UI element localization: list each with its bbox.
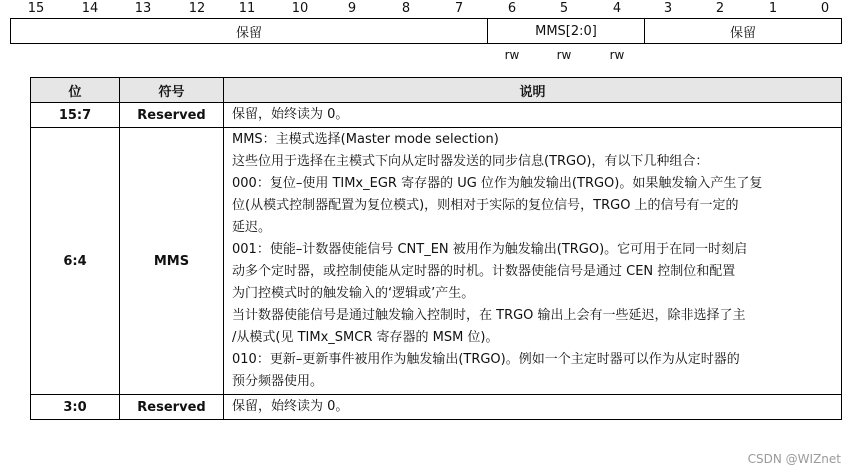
bit-number: 1: [768, 1, 778, 16]
header-description: 说明: [224, 78, 842, 103]
description-line: 这些位用于选择在主模式下向从定时器发送的同步信息(TRGO)，有以下几种组合：: [232, 154, 709, 169]
table-row: [31, 103, 842, 128]
header-bit: 位: [31, 78, 120, 103]
description-line: 001：使能–计数器使能信号 CNT_EN 被用作为触发输出(TRGO)。它可用于在同一时刻启: [232, 242, 748, 257]
description-line: 预分频器使用。: [232, 374, 324, 389]
reserved-field-low: 保留: [644, 19, 841, 43]
description-line: 动多个定时器，或控制使能从定时器的时机。计数器使能信号是通过 CEN 控制位和配置: [232, 264, 736, 279]
access-type: rw: [504, 48, 520, 62]
bit-description-table: [30, 77, 842, 420]
description: [224, 103, 842, 128]
bit-number: 14: [81, 1, 99, 16]
bit-number: 13: [134, 1, 152, 16]
bit-number-row: [10, 0, 842, 18]
bit-number: 3: [663, 1, 673, 16]
bit-number: 4: [612, 1, 622, 16]
bit-number: 15: [27, 1, 45, 16]
bit-range: 15:7: [31, 103, 120, 128]
access-type: rw: [609, 48, 625, 62]
bit-number: 7: [454, 1, 464, 16]
description-line: 010：更新–更新事件被用作为触发输出(TRGO)。例如一个主定时器可以作为从定时器的: [232, 352, 740, 367]
description-line: /从模式(见 TIMx_SMCR 寄存器的 MSM 位)。: [232, 330, 499, 345]
reserved-field-high: 保留: [235, 25, 262, 41]
description: [224, 395, 842, 420]
bit-number: 6: [507, 1, 517, 16]
table-row: [31, 128, 842, 395]
bit-number: 10: [291, 1, 309, 16]
access-type: rw: [556, 48, 572, 62]
mms-field: MMS[2:0]: [487, 19, 644, 43]
bit-number: 11: [238, 1, 256, 16]
description-line: 000：复位–使用 TIMx_EGR 寄存器的 UG 位作为触发输出(TRGO)。如果触发输入产生了复: [232, 176, 763, 191]
register-field-bar: [10, 18, 842, 44]
description-line: 位(从模式控制器配置为复位模式)，则相对于实际的复位信号，TRGO 上的信号有一定的: [232, 198, 739, 213]
description-line: 延迟。: [232, 220, 272, 235]
description-line: 保留，始终读为 0。: [232, 399, 349, 414]
symbol: Reserved: [120, 103, 224, 128]
bit-number: 12: [188, 1, 206, 16]
description-line: MMS：主模式选择(Master mode selection): [232, 132, 499, 147]
table-row: [31, 395, 842, 420]
description-line: 为门控模式时的触发输入的‘逻辑或’产生。: [232, 286, 475, 301]
bit-range: 3:0: [31, 395, 120, 420]
bit-number: 8: [401, 1, 411, 16]
bit-range: 6:4: [31, 128, 120, 395]
table-header-row: [31, 78, 842, 103]
bit-number: 2: [715, 1, 725, 16]
bit-number: 5: [559, 1, 569, 16]
symbol: Reserved: [120, 395, 224, 420]
symbol: MMS: [120, 128, 224, 395]
description-line: 保留，始终读为 0。: [232, 107, 349, 122]
description-line: 当计数器使能信号是通过触发输入控制时，在 TRGO 输出上会有一些延迟，除非选择了主: [232, 308, 746, 323]
description: [224, 128, 842, 395]
header-symbol: 符号: [120, 78, 224, 103]
bit-number: 0: [820, 1, 830, 16]
bit-number: 9: [347, 1, 357, 16]
access-row: [10, 48, 842, 64]
watermark: CSDN @WIZnet: [747, 452, 841, 466]
